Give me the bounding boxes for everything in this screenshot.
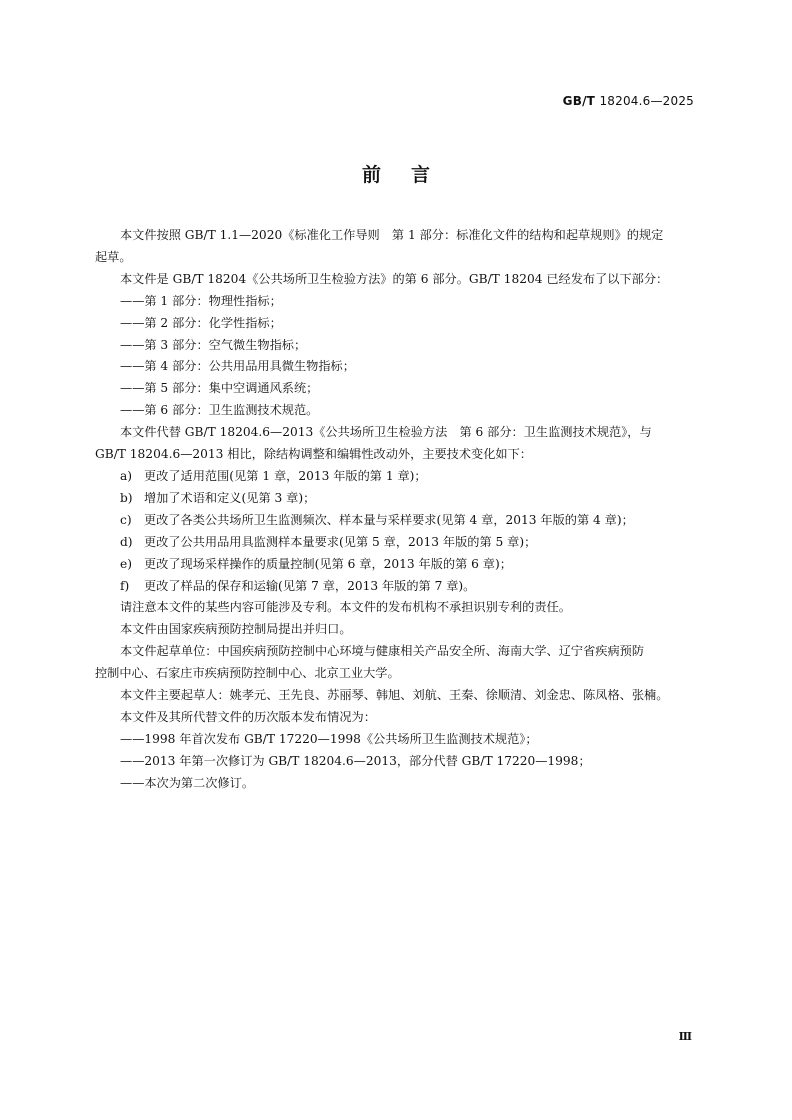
list-item-text: 更改了公共用品用具监测样本量要求(见第 5 章，2013 年版的第 5 章)；	[144, 534, 537, 549]
standard-number: 18204.6—2025	[599, 94, 694, 108]
paragraph-drafters: 本文件主要起草人：姚孝元、王先良、苏丽琴、韩旭、刘航、王秦、徐顺清、刘金忠、陈凤格、张楠。	[120, 688, 669, 703]
paragraph-proposer: 本文件由国家疾病预防控制局提出并归口。	[120, 622, 352, 637]
paragraph-drafting-rules-line1: 本文件按照 GB/T 1.1—2020《标准化工作导则 第 1 部分：标准化文件的结构和起草规则》的规定	[120, 228, 664, 242]
paragraph-history-intro: 本文件及其所代替文件的历次版本发布情况为：	[120, 709, 376, 724]
paragraph-patent-notice: 请注意本文件的某些内容可能涉及专利。本文件的发布机构不承担识别专利的责任。	[120, 600, 571, 615]
paragraph-replacement-line2: GB/T 18204.6—2013 相比，除结构调整和编辑性改动外，主要技术变化如下：	[95, 447, 532, 462]
paragraph-replacement-line1: 本文件代替 GB/T 18204.6—2013《公共场所卫生检验方法 第 6 部分：卫生监测技术规范》，与	[120, 425, 652, 440]
paragraph-drafting-units-line2: 控制中心、石家庄市疾病预防控制中心、北京工业大学。	[95, 666, 400, 681]
list-item-part-4: ——第 4 部分：公共用品用具微生物指标；	[120, 359, 355, 374]
list-item-part-2: ——第 2 部分：化学性指标；	[120, 315, 282, 330]
list-item-text: 增加了术语和定义(见第 3 章)；	[144, 490, 316, 505]
list-item-change-c	[95, 510, 707, 532]
list-item-text: 更改了样品的保存和运输(见第 7 章，2013 年版的第 7 章)。	[144, 578, 476, 593]
standard-prefix: GB/T	[562, 94, 596, 108]
list-marker: a)	[120, 468, 133, 483]
standard-code	[563, 94, 694, 108]
list-item-part-6: ——第 6 部分：卫生监测技术规范。	[120, 403, 319, 418]
list-item-part-3: ——第 3 部分：空气微生物指标；	[120, 337, 307, 352]
list-marker: b)	[120, 490, 133, 505]
list-item-change-d	[95, 532, 707, 554]
list-item-history-2: ——2013 年第一次修订为 GB/T 18204.6—2013，部分代替 GB/T 17220—1998；	[120, 753, 591, 768]
foreword-body	[95, 225, 707, 795]
list-marker: e)	[120, 556, 132, 571]
paragraph-series-intro: 本文件是 GB/T 18204《公共场所卫生检验方法》的第 6 部分。GB/T 18204 已经发布了以下部分：	[120, 271, 669, 286]
list-marker: f)	[120, 578, 130, 593]
list-item-change-f	[95, 576, 707, 598]
paragraph-drafting-rules-line2: 起草。	[95, 249, 132, 264]
list-item-part-1: ——第 1 部分：物理性指标；	[120, 293, 282, 308]
list-item-history-3: ——本次为第二次修订。	[120, 775, 255, 790]
list-item-text: 更改了适用范围(见第 1 章，2013 年版的第 1 章)；	[144, 468, 427, 483]
list-item-change-b	[95, 488, 707, 510]
list-marker: d)	[120, 534, 133, 549]
list-item-change-e	[95, 554, 707, 576]
page-title: 前言	[361, 164, 460, 186]
list-item-text: 更改了各类公共场所卫生监测频次、样本量与采样要求(见第 4 章，2013 年版的第 4 章)；	[144, 512, 634, 527]
page-number: Ⅲ	[678, 1030, 692, 1043]
list-item-change-a	[95, 466, 707, 488]
paragraph-drafting-units-line1: 本文件起草单位：中国疾病预防控制中心环境与健康相关产品安全所、海南大学、辽宁省疾病预防	[120, 644, 645, 659]
list-item-history-1: ——1998 年首次发布 GB/T 17220—1998《公共场所卫生监测技术规范》；	[120, 731, 538, 746]
list-marker: c)	[120, 512, 132, 527]
list-item-part-5: ——第 5 部分：集中空调通风系统；	[120, 381, 319, 396]
list-item-text: 更改了现场采样操作的质量控制(见第 6 章，2013 年版的第 6 章)；	[144, 556, 512, 571]
